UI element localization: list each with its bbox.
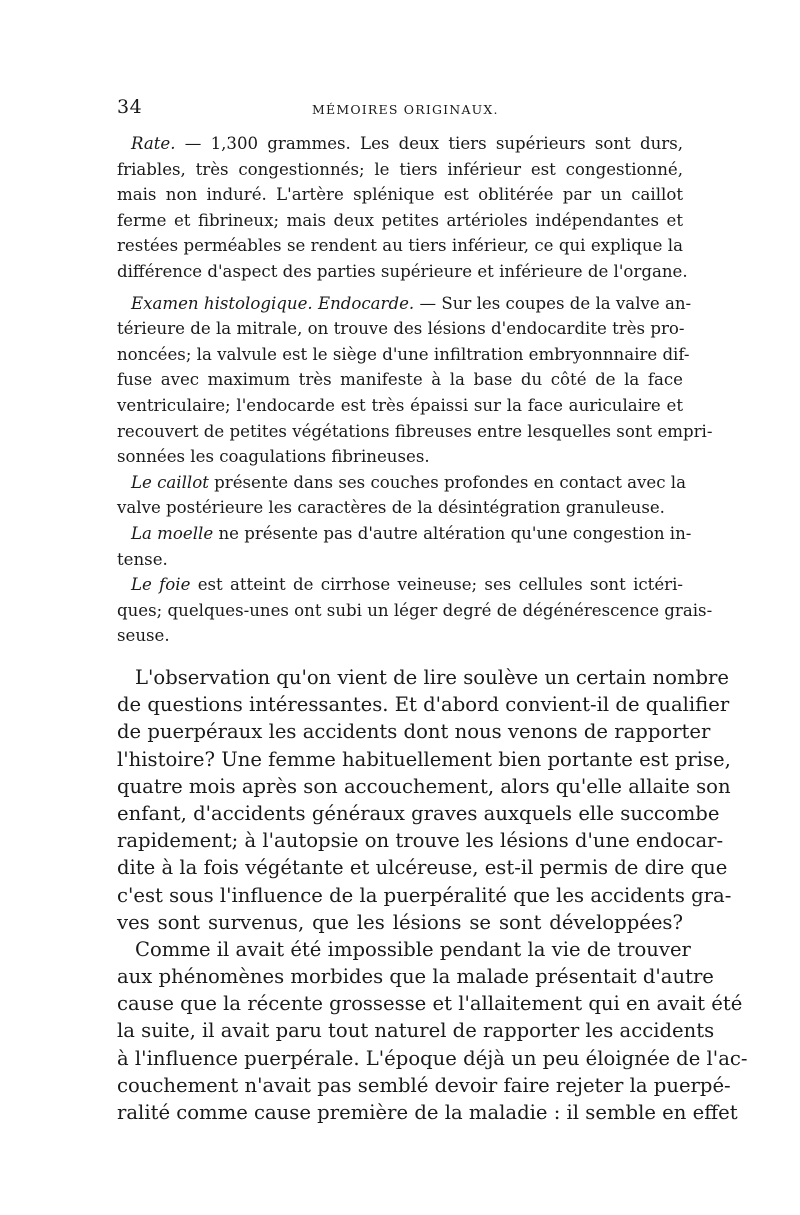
discussion-text — [117, 664, 748, 1126]
paragraph-line: ventriculaire; l'endocarde est très épaissi sur la face auriculaire et — [117, 395, 683, 415]
paragraph-line: c'est sous l'influence de la puerpéralité que les accidents gra- — [117, 883, 732, 907]
paragraph-line: restées perméables se rendent au tiers inférieur, ce qui explique la — [117, 236, 683, 256]
paragraph-line: enfant, d'accidents généraux graves auxquels elle succombe — [117, 801, 720, 825]
paragraph-line: ralité comme cause première de la maladie : il semble en effet — [117, 1101, 738, 1124]
paragraph-line: différence d'aspect des parties supérieure et inférieure de l'organe. — [117, 261, 688, 281]
paragraph-line: seuse. — [117, 626, 170, 646]
paragraph-line: rapidement; à l'autopsie on trouve les lésions d'une endocar- — [117, 829, 724, 853]
paragraph-line: sonnées les coagulations fibrineuses. — [117, 447, 430, 467]
paragraph-line: Rate. — 1,300 grammes. Les deux tiers supérieurs sont durs, — [131, 134, 683, 153]
caillot-label: Le caillot — [131, 472, 209, 492]
examen-label: Examen histologique. Endocarde. — [131, 293, 415, 313]
paragraph-line: de puerpéraux les accidents dont nous venons de rapporter — [117, 720, 711, 744]
paragraph-line: friables, très congestionnés; le tiers inférieur est congestionné, — [117, 159, 683, 179]
paragraph-line: Comme il avait été impossible pendant la vie de trouver — [135, 937, 691, 961]
paragraph-line: la suite, il avait paru tout naturel de rapporter les accidents — [117, 1019, 715, 1043]
paragraph-line: ferme et fibrineux; mais deux petites artérioles indépendantes et — [117, 210, 683, 230]
paragraph-line: valve postérieure les caractères de la désintégration granuleuse. — [117, 498, 665, 518]
paragraph-line: Le caillot présente dans ses couches profondes en contact avec la — [131, 472, 687, 492]
paragraph-line: dite à la fois végétante et ulcéreuse, est-il permis de dire que — [117, 856, 728, 880]
paragraph-line: quatre mois après son accouchement, alors qu'elle allaite son — [117, 774, 731, 798]
paragraph-line: tense. — [117, 549, 168, 569]
paragraph-line: recouvert de petites végétations fibreuses entre lesquelles sont empri- — [117, 421, 713, 441]
header-title: MÉMOIRES ORIGINAUX. — [312, 102, 499, 117]
paragraph-line: Le foie est atteint de cirrhose veineuse; ses cellules sont ictéri- — [131, 575, 684, 595]
paragraph-line: cause que la récente grossesse et l'allaitement qui en avait été — [117, 992, 743, 1016]
paragraph-line: aux phénomènes morbides que la malade présentait d'autre — [117, 965, 714, 989]
paragraph-line: ves sont survenus, que les lésions se sont développées? — [117, 910, 683, 934]
paragraph-line: noncées; la valvule est le siège d'une infiltration embryonnnaire dif- — [117, 344, 690, 364]
foie-label: Le foie — [131, 575, 191, 595]
paragraph-line: l'histoire? Une femme habituellement bien portante est prise, — [117, 747, 731, 771]
autopsy-notes — [117, 131, 713, 649]
paragraph-line: La moelle ne présente pas d'autre altération qu'une congestion in- — [131, 523, 692, 543]
paragraph-line: L'observation qu'on vient de lire soulève un certain nombre — [135, 666, 730, 689]
paragraph-line: fuse avec maximum très manifeste à la base du côté de la face — [117, 370, 683, 390]
paragraph-line: mais non induré. L'artère splénique est oblitérée par un caillot — [117, 185, 683, 205]
moelle-label: La moelle — [131, 523, 214, 543]
rate-label: Rate. — [131, 134, 176, 153]
running-head — [117, 96, 683, 120]
paragraph-line: ques; quelques-unes ont subi un léger degré de dégénérescence grais- — [117, 600, 713, 620]
paragraph-line: Examen histologique. Endocarde. — Sur les coupes de la valve an- — [131, 293, 692, 313]
paragraph-line: couchement n'avait pas semblé devoir faire rejeter la puerpé- — [117, 1073, 731, 1097]
paragraph-line: à l'influence puerpérale. L'époque déjà un peu éloignée de l'ac- — [117, 1046, 748, 1070]
paragraph-line: térieure de la mitrale, on trouve des lésions d'endocardite très pro- — [117, 319, 685, 339]
page-number: 34 — [117, 96, 143, 118]
paragraph-line: de questions intéressantes. Et d'abord convient-il de qualifier — [117, 693, 730, 717]
